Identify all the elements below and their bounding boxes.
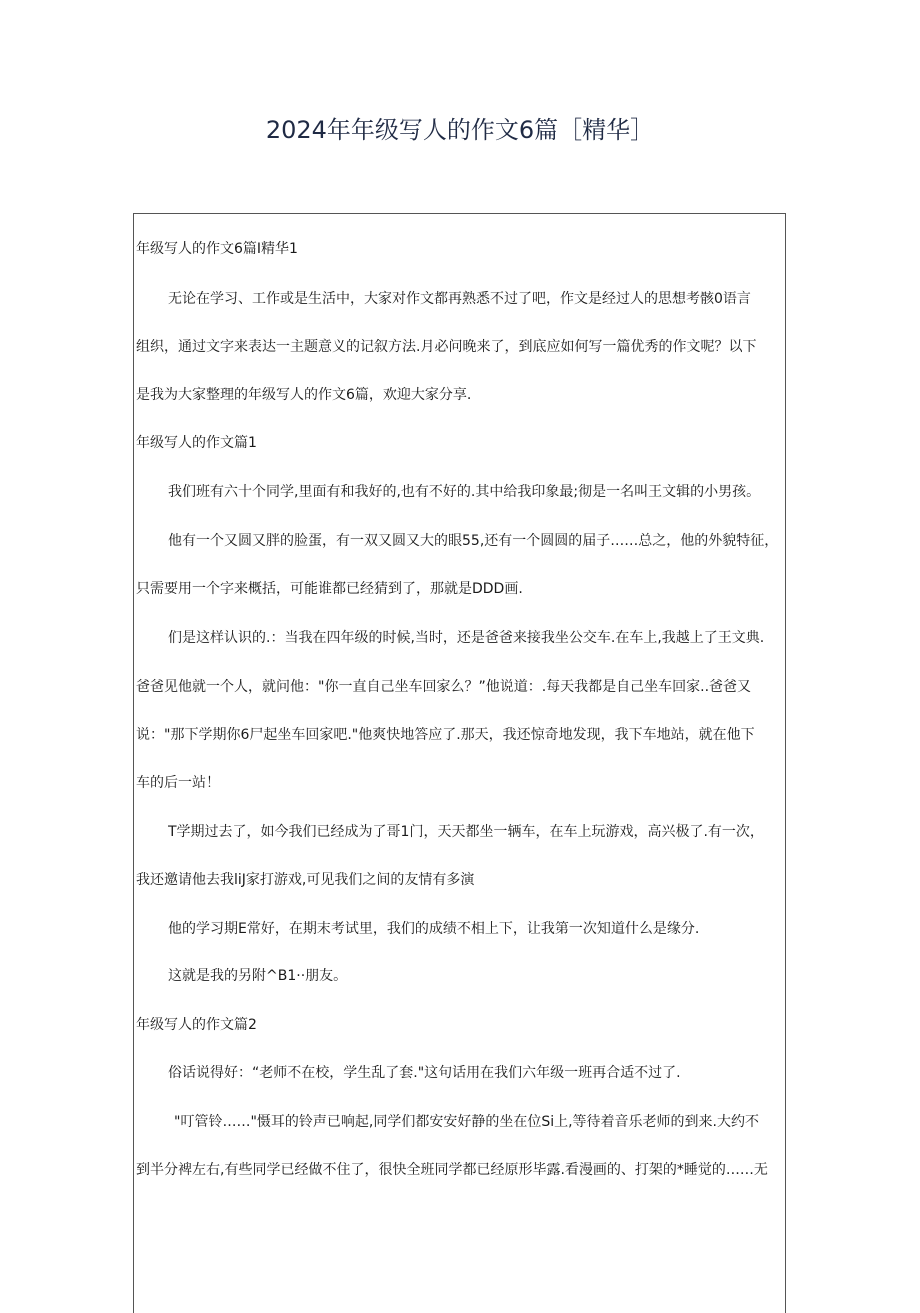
paragraph-line: 组织，通过文字来表达一主题意义的记叙方法.月必问晚来了，到底应如何写一篇优秀的作文呢？以下 <box>136 339 757 355</box>
paragraph-line: "叮管铃……"慑耳的铃声已响起,同学们都安安好静的坐在位Si上,等待着音乐老师的到来.大约不 <box>174 1114 760 1130</box>
paragraph-line: 我们班有六十个同学,里面有和我好的,也有不好的.其中给我印象最;彻是一名叫王文辑的小男孩。 <box>168 484 761 500</box>
paragraph-line: 我还邀请他去我liJ家打游戏,可见我们之间的友情有多演 <box>136 872 475 888</box>
paragraph-line: 他有一个又圆又胖的脸蛋，有一双又圆又大的眼55,还有一个圆圆的届子……总之，他的外貌特征， <box>168 533 779 549</box>
paragraph-line: 只需要用一个字来概括，可能谁都已经猜到了，那就是DDD画. <box>136 581 523 597</box>
paragraph-line: 俗话说得好：“老师不在校，学生乱了套."这句话用在我们六年级一班再合适不过了. <box>168 1065 681 1081</box>
section-heading: 年级写人的作文篇2 <box>136 1017 257 1033</box>
paragraph-line: 这就是我的另附^B1··朋友。 <box>168 968 348 984</box>
paragraph-line: 们是这样认识的.：当我在四年级的时候,当时，还是爸爸来接我坐公交车.在车上,我越上了王文典. <box>168 630 765 646</box>
section-heading: 年级写人的作文6篇I精华1 <box>136 241 298 257</box>
paragraph-line: 说："那下学期你6尸起坐车回家吧."他爽快地答应了.那天，我还惊奇地发现，我下车地站，就在他下 <box>136 727 755 743</box>
paragraph-line: 无论在学习、工作或是生活中，大家对作文都再熟悉不过了吧，作文是经过人的思想考骸0语言 <box>168 291 751 307</box>
section-heading: 年级写人的作文篇1 <box>136 435 257 451</box>
paragraph-line: 到半分裨左右,有些同学已经做不住了，很快全班同学都已经原形毕露.看漫画的、打架的*睡觉的……无 <box>136 1162 768 1178</box>
document-title: 2024年年级写人的作文6篇［精华］ <box>265 116 655 144</box>
paragraph-line: 是我为大家整理的年级写人的作文6篇，欢迎大家分享. <box>136 387 472 403</box>
paragraph-line: 爸爸见他就一个人，就问他："你一直自己坐车回家么？”他说道：.每天我都是自己坐车回家..爸爸又 <box>136 679 752 695</box>
paragraph-line: T学期过去了，如今我们已经成为了哥1门，天天都坐一辆车，在车上玩游戏，高兴极了.有一次， <box>168 824 764 840</box>
content-frame <box>133 213 786 1313</box>
paragraph-line: 车的后一站！ <box>136 775 220 791</box>
paragraph-line: 他的学习期E常好，在期末考试里，我们的成绩不相上下，让我第一次知道什么是缘分. <box>168 921 700 937</box>
